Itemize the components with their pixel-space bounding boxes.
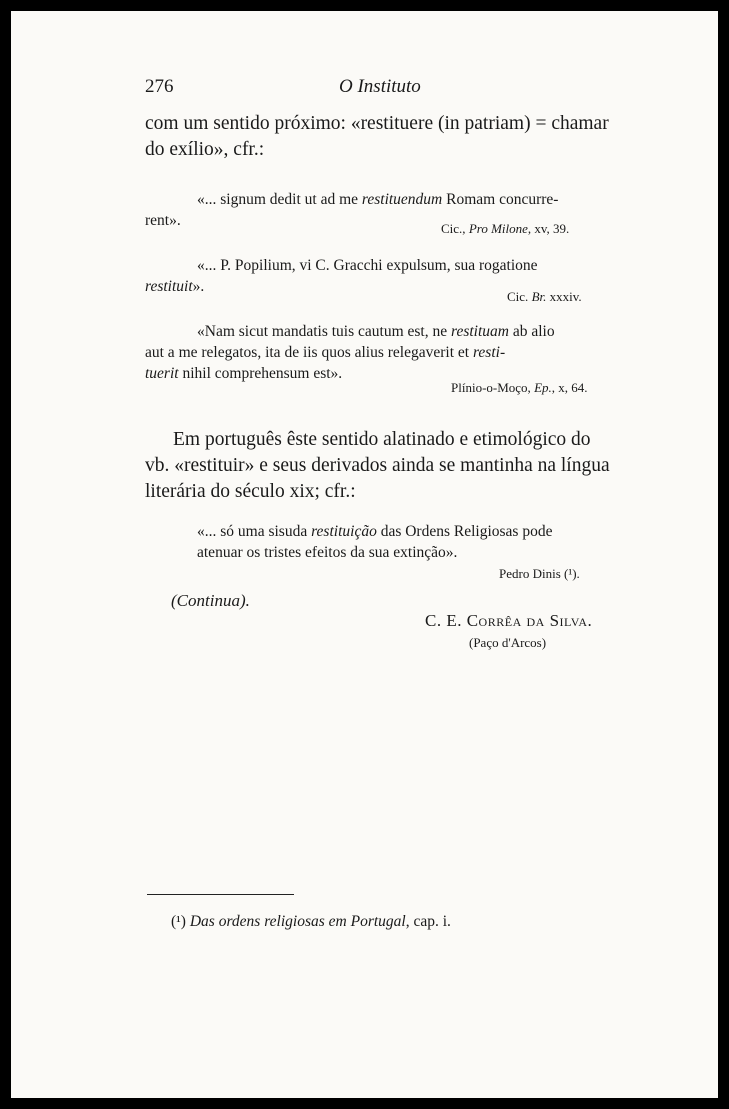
paragraph-2-line-3: literária do século xix; cfr.: xyxy=(145,481,356,502)
quote-4-line-1: «... só uma sisuda restituição das Ordens Religiosas pode xyxy=(197,523,553,540)
paragraph-2-line-1: Em português êste sentido alatinado e etimológico do xyxy=(173,429,591,450)
continua-note: (Continua). xyxy=(171,591,250,610)
paragraph-2 xyxy=(145,427,610,505)
running-title: O Instituto xyxy=(339,76,421,97)
quote-1-line-2: rent». xyxy=(145,212,181,229)
quote-4-source: Pedro Dinis (¹). xyxy=(499,566,580,581)
quote-3-line-1: «Nam sicut mandatis tuis cautum est, ne restituam ab alio xyxy=(197,323,555,340)
page-number: 276 xyxy=(145,76,174,97)
quote-2-line-1: «... P. Popilium, vi C. Gracchi expulsum, sua rogatione xyxy=(197,257,538,274)
paragraph-1-line-1: com um sentido próximo: «restituere (in patriam) = chamar xyxy=(145,113,609,134)
quote-1 xyxy=(197,189,558,210)
footnote-rule xyxy=(147,894,294,895)
quote-2-source: Cic. Br. xxxiv. xyxy=(507,289,582,304)
quote-3-line-2: aut a me relegatos, ita de iis quos alius relegaverit et resti- xyxy=(145,344,506,361)
paragraph-2-line-2: vb. «restituir» e seus derivados ainda se mantinha na língua xyxy=(145,455,610,476)
quote-3-source: Plínio-o-Moço, Ep., x, 64. xyxy=(451,380,588,395)
paragraph-1-line-2: do exílio», cfr.: xyxy=(145,139,265,160)
quote-3-line-3: tuerit nihil comprehensum est». xyxy=(145,365,343,382)
author-signature: C. E. Corrêa da Silva. xyxy=(425,611,593,630)
quote-1-emphasis: restituendum xyxy=(361,191,443,208)
paragraph-1 xyxy=(145,111,609,163)
quote-1-source: Cic., Pro Milone, xv, 39. xyxy=(441,221,570,236)
quote-1-text-end: Romam concurre- xyxy=(442,191,559,208)
quote-4-line-2: atenuar os tristes efeitos da sua extinção». xyxy=(197,544,458,561)
author-place: (Paço d'Arcos) xyxy=(469,635,547,650)
document-page xyxy=(11,11,718,1098)
quote-1-text: «... signum dedit ut ad me xyxy=(197,191,362,208)
footnote: (¹) Das ordens religiosas em Portugal, cap. i. xyxy=(171,913,451,930)
quote-2-line-2: restituit». xyxy=(145,278,205,295)
